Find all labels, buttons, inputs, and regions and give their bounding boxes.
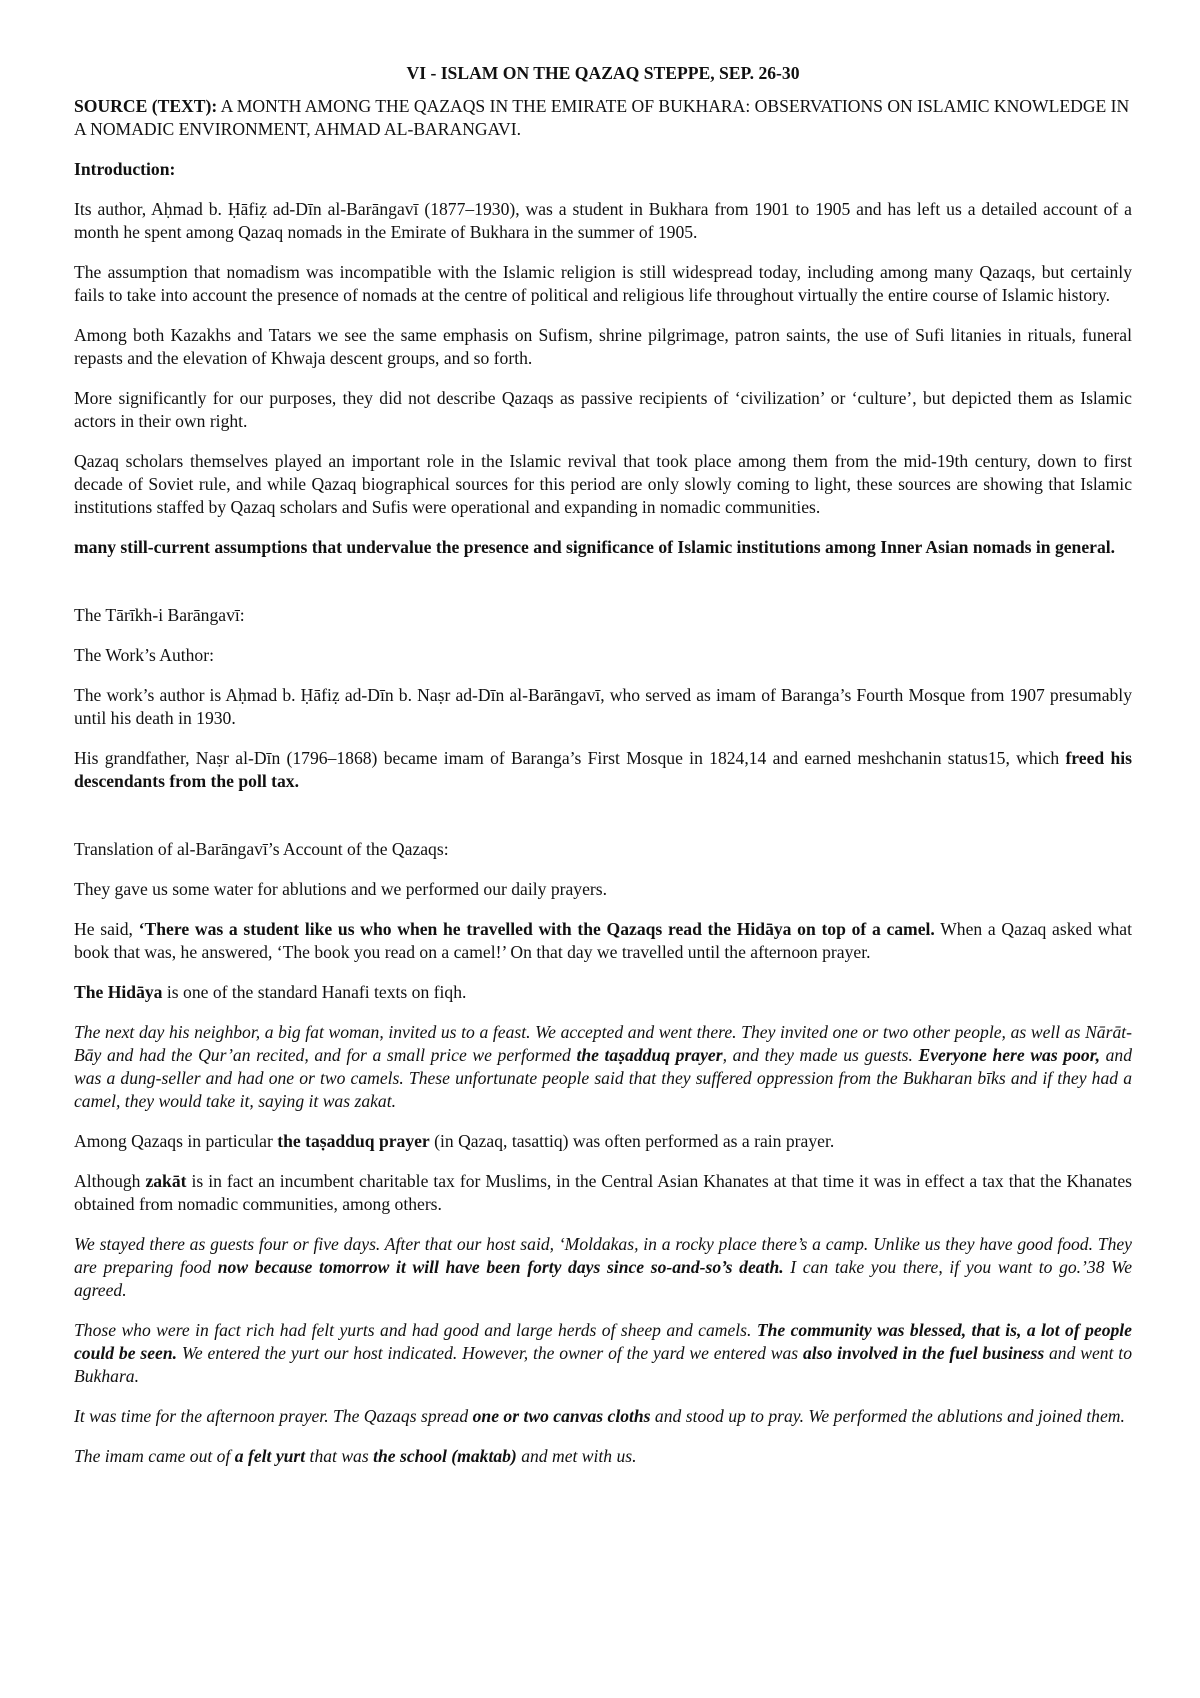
prayer-paragraph [74,1405,1132,1428]
prayer-text-1: It was time for the afternoon prayer. The Qazaqs spread [74,1406,473,1426]
feast-text-2: , and they made us guests. [722,1045,919,1065]
section-gap [74,810,1132,838]
intro-paragraph-3: Among both Kazakhs and Tatars we see the same emphasis on Sufism, shrine pilgrimage, patron saints, the use of Sufi litanies in rituals, funeral repasts and the elevation of Khwaja descent groups, and so forth. [74,325,1132,368]
tasadduq-bold: the taṣadduq prayer [277,1131,430,1151]
tasadduq-pre: Among Qazaqs in particular [74,1131,278,1151]
feast-bold-2: Everyone here was poor, [918,1045,1100,1065]
introduction-heading: Introduction: [74,159,176,179]
grandfather-text: His grandfather, Naṣr al-Dīn (1796–1868) became imam of Baranga’s First Mosque in 1824,14 and earned meshchanin status15, which [74,748,1066,768]
intro-bold-paragraph: many still-current assumptions that undervalue the presence and significance of Islamic institutions among Inner Asian nomads in general. [74,537,1116,557]
source-paragraph [74,95,1132,141]
feast-paragraph [74,1021,1132,1113]
zakat-paragraph [74,1170,1132,1216]
feast-text-1: The next day his neighbor, a big fat woman, invited us to a feast. We accepted and went there. They invited one or two other people, as well as Nārāt-Bāy and had the Qur’an recited, and for a small price we performed [74,1022,1132,1065]
rich-bold-2: also involved in the fuel business [802,1343,1045,1363]
guests-text-2: I can take you there, if you want to go.’38 We agreed. [74,1257,1133,1300]
imam-text-1: The imam came out of [74,1446,235,1466]
student-pre: He said, [74,919,139,939]
translation-heading: Translation of al-Barāngavī’s Account of the Qazaqs: [74,839,449,859]
guests-text-1: We stayed there as guests four or five days. After that our host said, ‘Moldakas, in a rocky place there’s a camp. Unlike us they have good food. They are preparing food [74,1234,1132,1277]
intro-paragraph-4: More significantly for our purposes, they did not describe Qazaqs as passive recipients of ‘civilization’ or ‘culture’, but depicted them as Islamic actors in their own right. [74,388,1132,431]
imam-text-3: and met with us. [516,1446,637,1466]
rich-paragraph [74,1319,1132,1388]
document-title: VI - ISLAM ON THE QAZAQ STEPPE, SEP. 26-30 [406,63,800,83]
intro-paragraph-2: The assumption that nomadism was incompatible with the Islamic religion is still widespread today, including among many Qazaqs, but certainly fails to take into account the presence of nomads at the centre of political and religious life throughout virtually the entire course of Islamic history. [74,262,1132,305]
guests-paragraph [74,1233,1132,1302]
imam-bold-2: the school (maktab) [373,1446,517,1466]
author-paragraph: The work’s author is Aḥmad b. Ḥāfiẓ ad-Dīn b. Naṣr ad-Dīn al-Barāngavī, who served as imam of Baranga’s Fourth Mosque from 1907 presumably until his death in 1930. [74,685,1132,728]
zakat-pre: Although [74,1171,146,1191]
intro-paragraph-1: Its author, Aḥmad b. Ḥāfiẓ ad-Dīn al-Barāngavī (1877–1930), was a student in Bukhara from 1901 to 1905 and has left us a detailed account of a month he spent among Qazaq nomads in the Emirate of Bukhara in the summer of 1905. [74,199,1132,242]
prayer-text-2: and stood up to pray. We performed the ablutions and joined them. [650,1406,1125,1426]
tasadduq-paragraph [74,1130,1132,1153]
zakat-post: is in fact an incumbent charitable tax for Muslims, in the Central Asian Khanates at that time it was in effect a tax that the Khanates obtained from nomadic communities, among others. [74,1171,1132,1214]
zakat-bold: zakāt [145,1171,187,1191]
guests-bold-1: now because tomorrow it will have been forty days since so-and-so’s death. [217,1257,784,1277]
hidaya-paragraph [74,981,1132,1004]
prayer-bold-1: one or two canvas cloths [472,1406,651,1426]
rich-text-2: We entered the yurt our host indicated. However, the owner of the yard we entered was [177,1343,803,1363]
student-post: When a Qazaq asked what book that was, he answered, ‘The book you read on a camel!’ On that day we travelled until the afternoon prayer. [74,919,1133,962]
section-gap [74,576,1132,604]
hidaya-text: is one of the standard Hanafi texts on fiqh. [162,982,467,1002]
feast-text-3: and was a dung-seller and had one or two camels. These unfortunate people said that they suffered oppression from the Bukharan bīks and if they had a camel, they would take it, saying it was zakat. [74,1045,1132,1111]
rich-text-3: and went to Bukhara. [74,1343,1132,1386]
source-text: A MONTH AMONG THE QAZAQS IN THE EMIRATE OF BUKHARA: OBSERVATIONS ON ISLAMIC KNOWLEDGE IN A NOMADIC ENVIRONMENT, AHMAD AL-BARANGAVI. [74,96,1130,139]
imam-bold-1: a felt yurt [234,1446,306,1466]
source-label: SOURCE (TEXT): [74,96,218,116]
feast-bold-1: the taṣadduq prayer [576,1045,723,1065]
imam-paragraph [74,1445,1132,1468]
tarikh-heading: The Tārīkh-i Barāngavī: [74,605,245,625]
grandfather-paragraph [74,747,1132,793]
student-bold: ‘There was a student like us who when he travelled with the Qazaqs read the Hidāya on top of a camel. [138,919,935,939]
tasadduq-post: (in Qazaq, tasattiq) was often performed as a rain prayer. [429,1131,835,1151]
rich-text-1: Those who were in fact rich had felt yurts and had good and large herds of sheep and camels. [74,1320,757,1340]
document-page [74,62,1132,1485]
author-heading: The Work’s Author: [74,645,214,665]
water-paragraph: They gave us some water for ablutions and we performed our daily prayers. [74,879,608,899]
grandfather-bold: freed his descendants from the poll tax. [74,748,1132,791]
intro-paragraph-5: Qazaq scholars themselves played an important role in the Islamic revival that took place among them from the mid-19th century, down to first decade of Soviet rule, and while Qazaq biographical sources for this period are only slowly coming to light, these sources are showing that Islamic institutions staffed by Qazaq scholars and Sufis were operational and expanding in nomadic communities. [74,451,1132,517]
hidaya-bold: The Hidāya [74,982,163,1002]
rich-bold-1: The community was blessed, that is, a lot of people could be seen. [74,1320,1132,1363]
student-paragraph [74,918,1132,964]
imam-text-2: that was [305,1446,374,1466]
